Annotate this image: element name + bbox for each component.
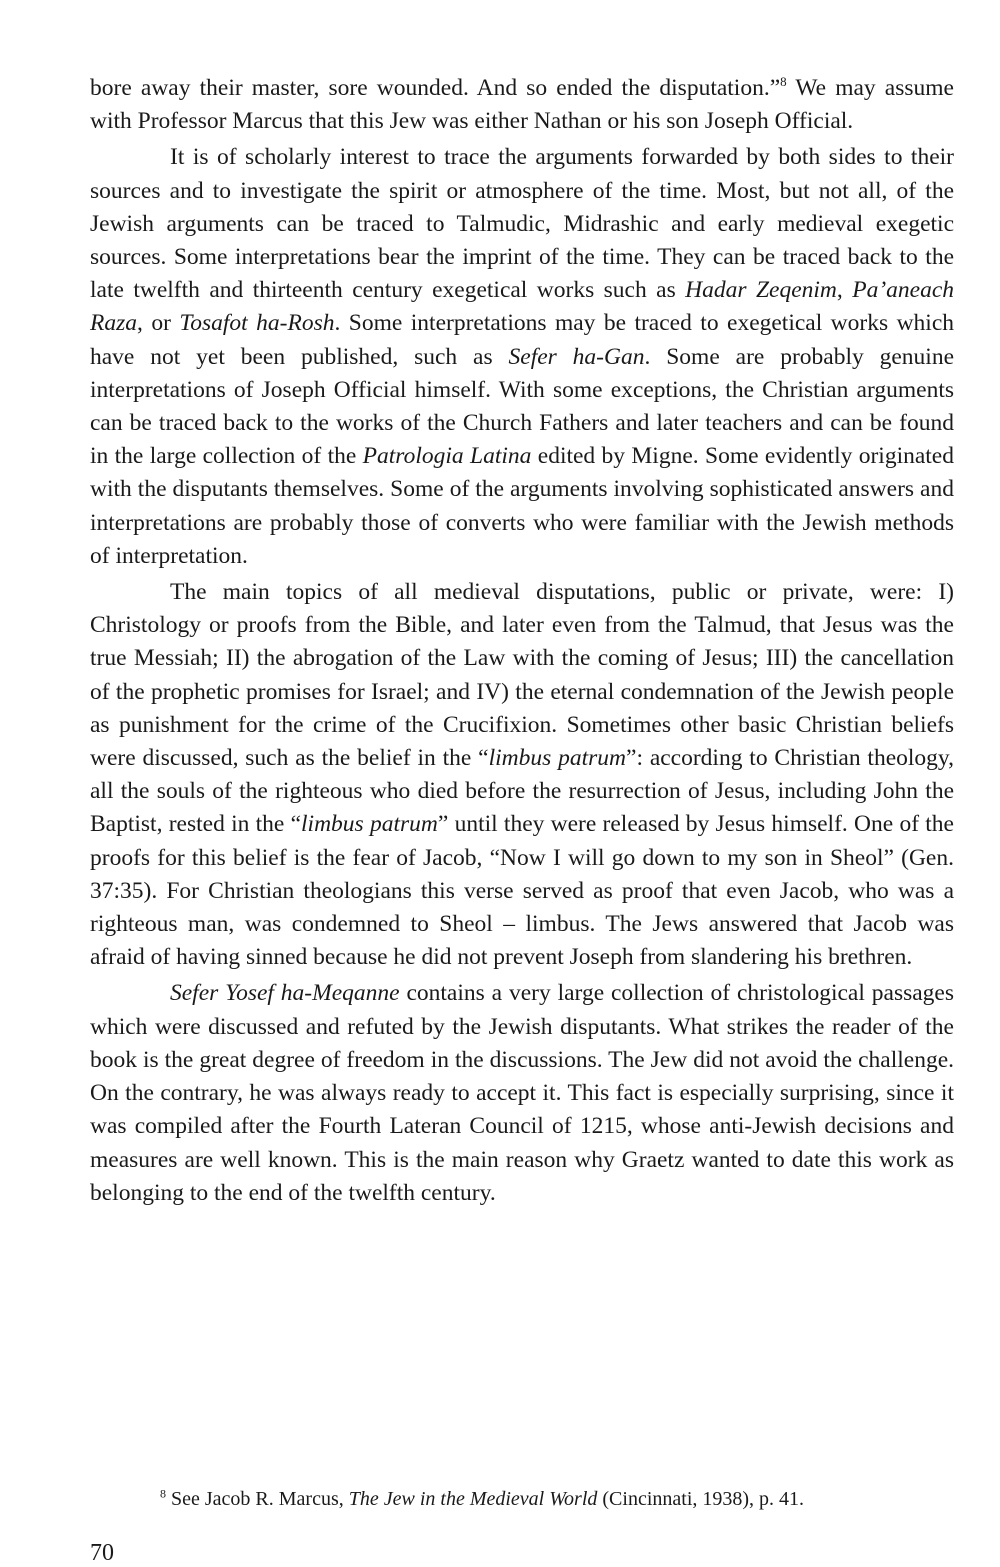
paragraph-1: [90, 72, 954, 138]
text-run: (Cincinnati, 1938), p. 41.: [597, 1488, 805, 1510]
italic-text: limbus patrum: [301, 811, 438, 838]
footnote-reference: 8: [780, 74, 787, 90]
text-run: edited by Migne. Some evidently originated with the disputants themselves. Some of the arguments involving sophisticated answers and interpretations are probably those of converts who were familiar with the Jewish methods of interpretation.: [90, 443, 954, 569]
text-run: contains a very large collection of christological passages which were discussed and refuted by the Jewish disputants. What strikes the reader of the book is the great degree of freedom in the discussions. The Jew did not avoid the challenge. On the contrary, he was always ready to accept it. This fact is especially surprising, since it was compiled after the Fourth Lateran Council of 1215, whose anti-Jewish decisions and measures are well known. This is the main reason why Graetz wanted to date this work as belonging to the end of the twelfth century.: [90, 980, 954, 1206]
footnote-marker: 8: [160, 1486, 166, 1501]
page-body: [90, 72, 954, 1210]
text-run: . Some interpretations may be traced to exegetical works which have not yet been published, such as: [90, 310, 954, 370]
italic-text: Patrologia Latina: [362, 443, 532, 470]
paragraph-2: [90, 141, 954, 573]
italic-text: Sefer ha-Gan: [508, 343, 645, 370]
text-run: . Some are probably genuine interpretations of Joseph Official himself. With some exceptions, the Christian arguments can be traced back to the works of the Church Fathers and later teachers and can be found in the large collection of the: [90, 343, 955, 470]
italic-text: Sefer Yosef ha-Meqanne: [170, 980, 400, 1007]
italic-text: Pa’aneach Raza: [90, 277, 955, 337]
paragraph-4: [90, 977, 954, 1209]
italic-text: Hadar Zeqenim: [685, 277, 837, 304]
italic-text: limbus patrum: [488, 745, 627, 772]
text-run: The main topics of all medieval disputations, public or private, were: I) Christology or proofs from the Bible, and later even from the Talmud, that Jesus was the true Messiah; II) the abrogation of the Law with the coming of Jesus; III) the cancellation of the prophetic promises for Israel; and IV) the eternal condemnation of the Jewish people as punishment for the crime of the Crucifixion. Sometimes other basic Christian beliefs were discussed, such as the belief in the “: [90, 579, 954, 772]
text-run: bore away their master, sore wounded. And so ended the disputation.”: [90, 75, 781, 101]
text-run: We may assume with Professor Marcus that this Jew was either Nathan or his son Joseph Official.: [90, 75, 954, 135]
text-run: ,: [836, 277, 853, 304]
italic-text: The Jew in the Medieval World: [348, 1488, 598, 1510]
footnote-text: [166, 1488, 804, 1510]
text-run: See Jacob R. Marcus,: [166, 1488, 349, 1510]
italic-text: Tosafot ha-Rosh: [179, 310, 335, 337]
paragraph-3: [90, 576, 954, 974]
text-run: ” until they were released by Jesus himself. One of the proofs for this belief is the fear of Jacob, “Now I will go down to my son in Sheol” (Gen. 37:35). For Christian theologians this verse served as proof that even Jacob, who was a righteous man, was condemned to Sheol – limbus. The Jews answered that Jacob was afraid of having sinned because he did not prevent Joseph from slandering his brethren.: [90, 811, 954, 971]
text-run: ”: according to Christian theology, all the souls of the righteous who died before the resurrection of Jesus, including John the Baptist, rested in the “: [90, 745, 955, 838]
page-number: 70: [90, 1540, 114, 1566]
text-run: , or: [137, 310, 180, 337]
footnote: [160, 1486, 960, 1512]
text-run: It is of scholarly interest to trace the arguments forwarded by both sides to their sources and to investigate the spirit or atmosphere of the time. Most, but not all, of the Jewish arguments can be traced to Talmudic, Midrashic and early medieval exegetic sources. Some interpretations bear the imprint of the time. They can be traced back to the late twelfth and thirteenth century exegetical works such as: [90, 144, 954, 304]
